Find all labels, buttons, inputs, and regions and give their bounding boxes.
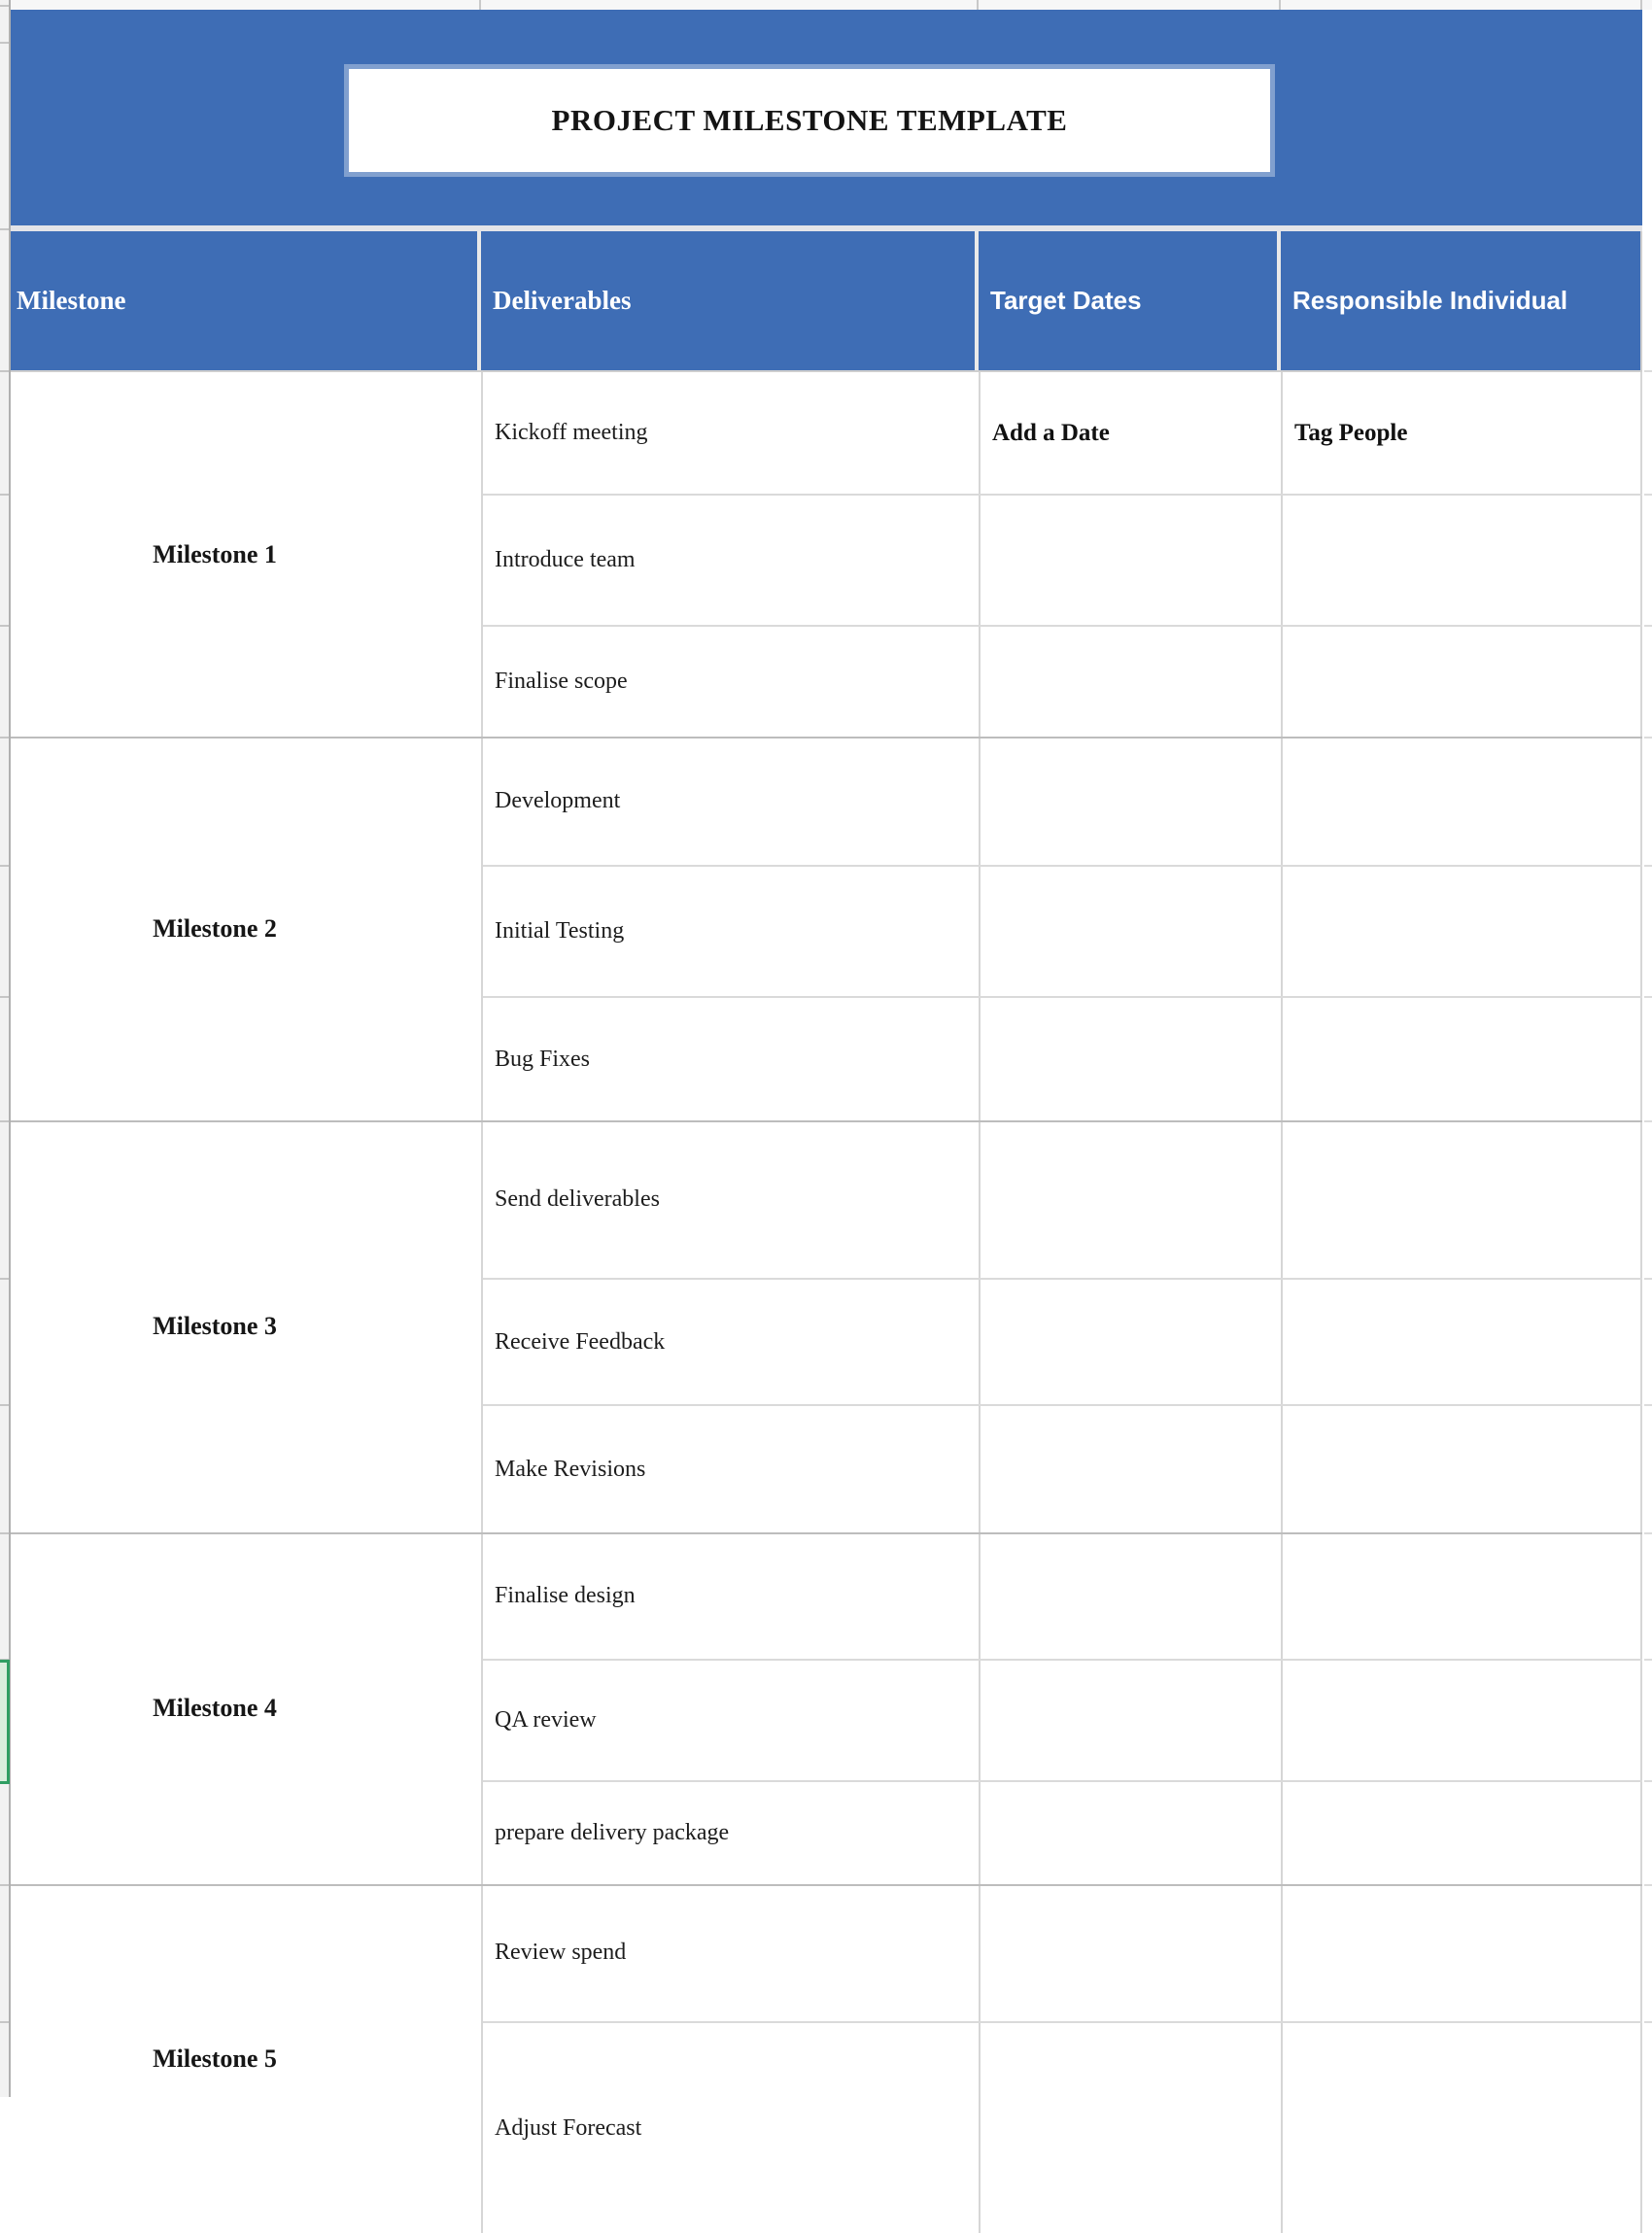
target-date-cell[interactable] <box>979 867 1281 996</box>
row-gridline <box>0 5 9 7</box>
row-gridline <box>0 1404 9 1406</box>
row-gridline <box>0 1884 9 1886</box>
table-row <box>483 2021 1642 2233</box>
table-row <box>483 1532 1642 1659</box>
deliverable-cell[interactable]: Introduce team <box>495 547 636 572</box>
table-body <box>11 372 1642 2233</box>
target-date-cell[interactable] <box>979 1532 1281 1659</box>
row-gridline <box>0 996 9 998</box>
target-date-cell[interactable] <box>979 737 1281 865</box>
table-row <box>483 865 1642 996</box>
table-header-row <box>11 231 1642 370</box>
deliverable-cell[interactable]: Finalise design <box>495 1582 636 1608</box>
table-row <box>483 372 1642 494</box>
row-gridline <box>1644 1780 1652 1782</box>
milestone-cell[interactable]: Milestone 1 <box>11 372 483 737</box>
responsible-cell[interactable] <box>1281 627 1642 737</box>
table-row <box>483 1780 1642 1884</box>
column-header-milestone[interactable]: Milestone <box>11 231 481 370</box>
deliverable-cell[interactable]: Development <box>495 787 621 813</box>
row-gridline <box>1644 1532 1652 1534</box>
table-row <box>483 996 1642 1120</box>
group-rows <box>483 737 1642 1120</box>
row-gridline <box>1644 370 1652 372</box>
table-row <box>483 494 1642 625</box>
row-gridline <box>0 1278 9 1280</box>
responsible-cell[interactable]: Tag People <box>1281 372 1642 494</box>
row-gridline <box>0 228 9 230</box>
row-gridline <box>1644 2021 1652 2023</box>
column-gridline <box>977 0 979 10</box>
target-date-cell[interactable] <box>979 627 1281 737</box>
column-gridline <box>1279 0 1281 10</box>
row-gridline <box>1644 1884 1652 1886</box>
target-date-cell[interactable] <box>979 1406 1281 1532</box>
row-gridline <box>1644 865 1652 867</box>
deliverable-cell[interactable]: Finalise scope <box>495 669 628 694</box>
row-selection-indicator <box>0 1660 10 1784</box>
deliverable-cell[interactable]: Initial Testing <box>495 918 625 944</box>
responsible-cell[interactable] <box>1281 2023 1642 2233</box>
row-gridline <box>0 42 9 44</box>
responsible-cell[interactable] <box>1281 496 1642 625</box>
row-gridline <box>0 370 9 372</box>
row-gridline <box>1644 625 1652 627</box>
deliverable-cell[interactable]: Kickoff meeting <box>495 420 648 445</box>
title-box[interactable] <box>349 69 1270 172</box>
responsible-cell[interactable] <box>1281 998 1642 1120</box>
deliverable-cell[interactable]: Make Revisions <box>495 1456 646 1482</box>
milestone-cell[interactable]: Milestone 3 <box>11 1120 483 1532</box>
column-header-target-dates[interactable]: Target Dates <box>979 231 1281 370</box>
target-date-cell[interactable] <box>979 1661 1281 1780</box>
target-date-cell[interactable] <box>979 496 1281 625</box>
table-row <box>483 1278 1642 1404</box>
row-gridline <box>1644 1120 1652 1122</box>
row-gridline <box>0 2021 9 2023</box>
table-row <box>483 1659 1642 1780</box>
row-gridline <box>0 865 9 867</box>
column-gridline <box>1640 0 1642 10</box>
sheet-top-gridline-strip <box>0 0 1652 10</box>
deliverable-cell[interactable]: Adjust Forecast <box>495 2114 642 2141</box>
milestone-cell[interactable]: Milestone 5 <box>11 1884 483 2233</box>
milestone-group <box>11 1884 1642 2233</box>
responsible-cell[interactable] <box>1281 1120 1642 1278</box>
milestone-group <box>11 372 1642 737</box>
page-title: PROJECT MILESTONE TEMPLATE <box>551 103 1068 137</box>
responsible-cell[interactable] <box>1281 1661 1642 1780</box>
row-gridline <box>0 494 9 496</box>
responsible-cell[interactable] <box>1281 1280 1642 1404</box>
column-gridline <box>479 0 481 10</box>
responsible-cell[interactable] <box>1281 867 1642 996</box>
row-gridline <box>0 737 9 739</box>
deliverable-cell[interactable]: prepare delivery package <box>495 1820 730 1845</box>
responsible-cell[interactable] <box>1281 1532 1642 1659</box>
row-gridline <box>1644 1404 1652 1406</box>
target-date-cell[interactable] <box>979 2023 1281 2233</box>
milestone-group <box>11 1532 1642 1884</box>
responsible-cell[interactable] <box>1281 1782 1642 1884</box>
deliverable-cell[interactable]: Send deliverables <box>495 1185 660 1212</box>
target-date-cell[interactable]: Add a Date <box>979 372 1281 494</box>
milestone-cell[interactable]: Milestone 2 <box>11 737 483 1120</box>
responsible-cell[interactable] <box>1281 737 1642 865</box>
row-gridline <box>1644 996 1652 998</box>
table-row <box>483 1884 1642 2021</box>
deliverable-cell[interactable]: Review spend <box>495 1940 627 1965</box>
row-gridline <box>0 1120 9 1122</box>
group-rows <box>483 1532 1642 1884</box>
table-row <box>483 1120 1642 1278</box>
row-gridline <box>1644 1278 1652 1280</box>
target-date-cell[interactable] <box>979 1884 1281 2021</box>
deliverable-cell[interactable]: Bug Fixes <box>495 1046 591 1072</box>
row-gridline <box>1644 1659 1652 1661</box>
milestone-cell[interactable]: Milestone 4 <box>11 1532 483 1884</box>
row-gridline <box>0 625 9 627</box>
target-date-cell[interactable] <box>979 998 1281 1120</box>
target-date-cell[interactable] <box>979 1280 1281 1404</box>
row-gridline <box>1644 737 1652 739</box>
milestone-group <box>11 737 1642 1120</box>
table-row <box>483 1404 1642 1532</box>
group-rows <box>483 1884 1642 2233</box>
group-rows <box>483 372 1642 737</box>
target-date-cell[interactable] <box>979 1782 1281 1884</box>
target-date-cell[interactable] <box>979 1120 1281 1278</box>
deliverable-cell[interactable]: Receive Feedback <box>495 1328 666 1355</box>
column-header-responsible[interactable]: Responsible Individual <box>1281 231 1642 370</box>
responsible-cell[interactable] <box>1281 1884 1642 2021</box>
title-banner[interactable] <box>11 10 1642 225</box>
table-row <box>483 625 1642 737</box>
group-rows <box>483 1120 1642 1532</box>
responsible-cell[interactable] <box>1281 1406 1642 1532</box>
milestone-group <box>11 1120 1642 1532</box>
deliverable-cell[interactable]: QA review <box>495 1707 597 1733</box>
table-row <box>483 737 1642 865</box>
row-gridline <box>1644 494 1652 496</box>
row-gridline <box>0 1532 9 1534</box>
column-header-deliverables[interactable]: Deliverables <box>481 231 979 370</box>
